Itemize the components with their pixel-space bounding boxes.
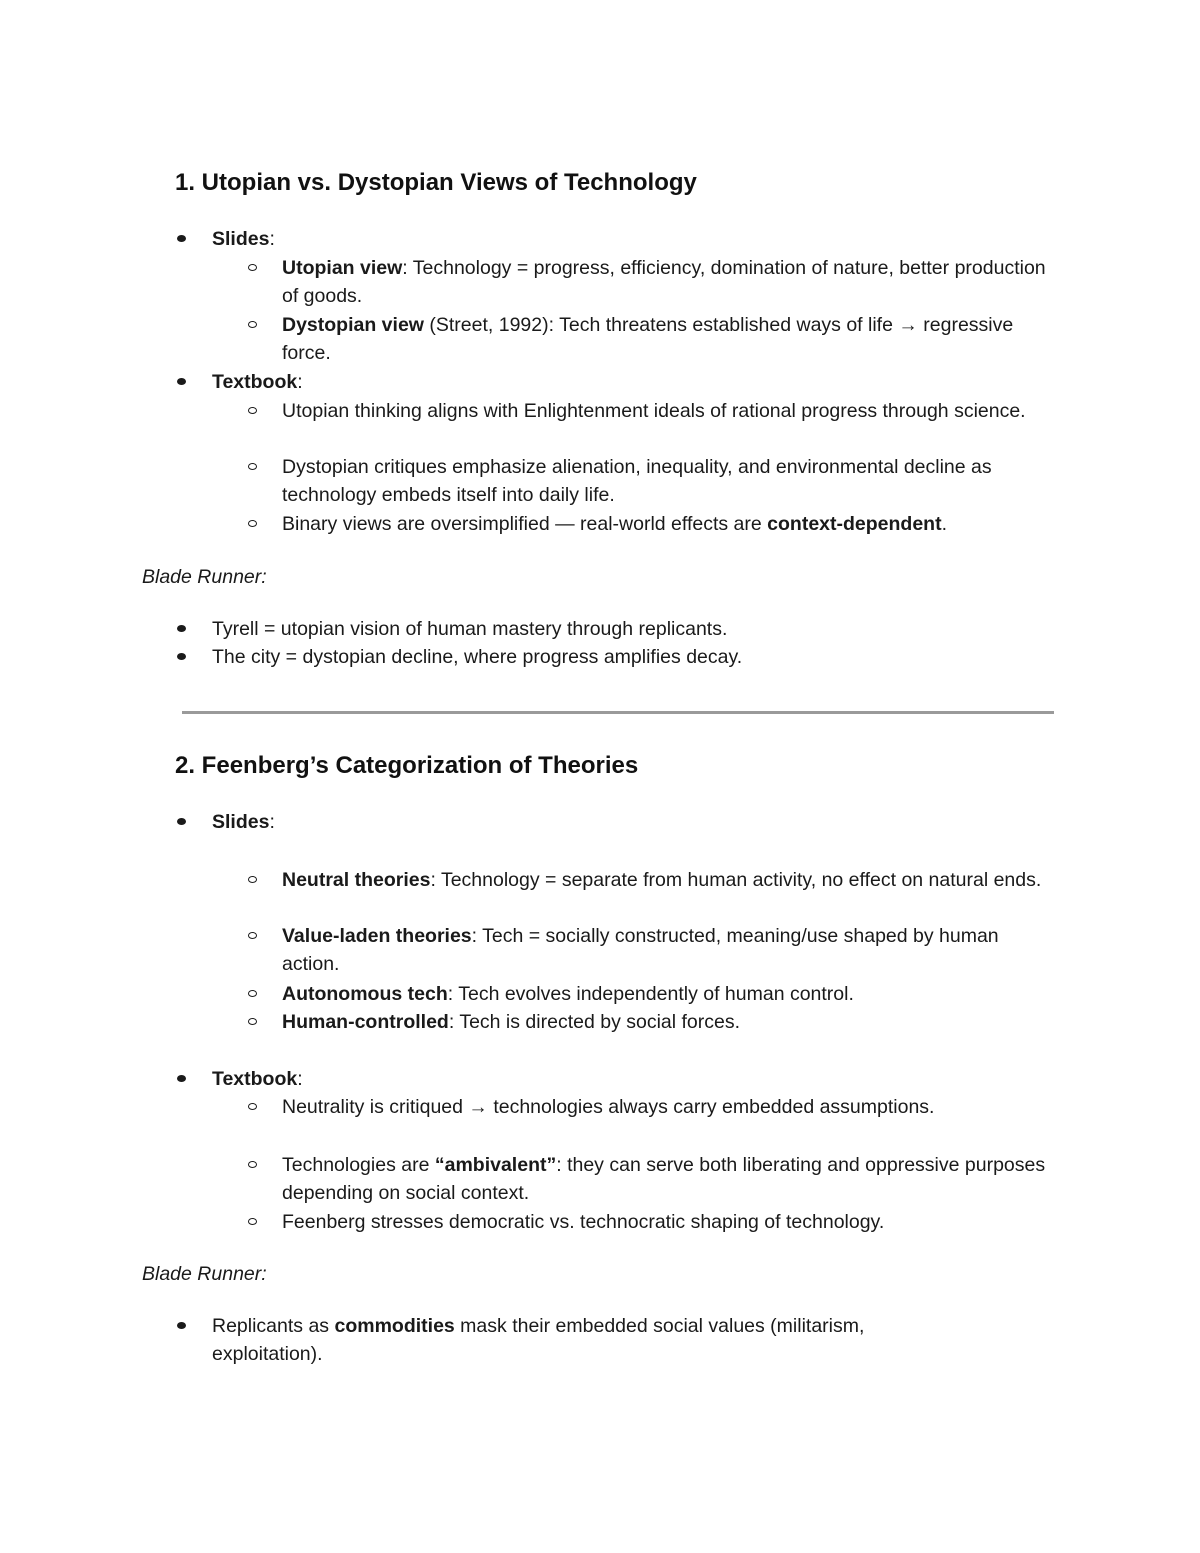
slides-label: Slides <box>212 811 270 833</box>
list-item-textbook <box>212 368 303 396</box>
sub-item-value-laden-theories <box>282 922 1052 979</box>
blade-runner-item <box>212 643 742 671</box>
colon: : <box>297 1068 303 1090</box>
circle-bullet-icon <box>248 321 257 328</box>
section-1-heading: 1. Utopian vs. Dystopian Views of Technology <box>175 169 697 196</box>
section-2-heading: 2. Feenberg’s Categorization of Theories <box>175 752 639 779</box>
textbook-label: Textbook <box>212 371 298 393</box>
blade-runner-label: Blade Runner: <box>142 1263 267 1285</box>
bullet-icon <box>177 818 186 825</box>
bullet-icon <box>177 1075 186 1082</box>
circle-bullet-icon <box>248 264 257 271</box>
definition: : Technology = separate from human activity, no effect on natural ends. <box>430 869 1042 891</box>
bullet-icon <box>177 625 186 632</box>
term: Utopian view <box>282 257 403 279</box>
colon: : <box>297 371 303 393</box>
colon: : <box>269 228 275 250</box>
circle-bullet-icon <box>248 1018 257 1025</box>
circle-bullet-icon <box>248 520 257 527</box>
circle-bullet-icon <box>248 876 257 883</box>
blade-runner-label: Blade Runner: <box>142 566 267 588</box>
sub-item-utopian-view <box>282 254 1052 311</box>
sub-item-textbook-1 <box>282 397 1052 425</box>
list-item-textbook <box>212 1065 303 1093</box>
item-text: Neutrality is critiqued → technologies always carry embedded assumptions. <box>282 1096 935 1118</box>
circle-bullet-icon <box>248 1103 257 1110</box>
blade-runner-item <box>212 615 727 643</box>
circle-bullet-icon <box>248 463 257 470</box>
list-item-slides <box>212 225 275 253</box>
sub-item-human-controlled <box>282 1008 1052 1036</box>
sub-item-textbook-3 <box>282 1208 1052 1236</box>
sub-item-autonomous-tech <box>282 980 1052 1008</box>
bullet-icon <box>177 653 186 660</box>
blade-runner-item <box>212 1312 972 1369</box>
term: Dystopian view <box>282 314 424 336</box>
emphasis: “ambivalent” <box>434 1154 557 1176</box>
textbook-label: Textbook <box>212 1068 298 1090</box>
item-text: The city = dystopian decline, where progress amplifies decay. <box>212 646 743 668</box>
emphasis: commodities <box>334 1315 455 1337</box>
term: Neutral theories <box>282 869 431 891</box>
term: Value-laden theories <box>282 925 472 947</box>
item-text: Binary views are oversimplified — real-world effects are <box>282 513 768 535</box>
definition: : Tech = socially constructed, meaning/use shaped by human action. <box>282 925 999 976</box>
item-text: Feenberg stresses democratic vs. technocratic shaping of technology. <box>282 1211 885 1233</box>
definition: : Tech evolves independently of human control. <box>447 983 854 1005</box>
bullet-icon <box>177 1322 186 1329</box>
colon: : <box>269 811 275 833</box>
item-text-end: : they can serve both liberating and oppressive purposes depending on social context. <box>282 1154 1046 1205</box>
sub-item-neutral-theories <box>282 866 1052 894</box>
circle-bullet-icon <box>248 1161 257 1168</box>
horizontal-rule <box>182 711 1054 714</box>
item-text: Dystopian critiques emphasize alienation, inequality, and environmental decline as technology embeds itself into daily life. <box>282 456 992 507</box>
circle-bullet-icon <box>248 1218 257 1225</box>
list-item-slides <box>212 808 275 836</box>
definition: : Technology = progress, efficiency, domination of nature, better production of goods. <box>282 257 1046 308</box>
item-text: Replicants as <box>212 1315 335 1337</box>
bullet-icon <box>177 235 186 242</box>
item-text: Utopian thinking aligns with Enlightenment ideals of rational progress through science. <box>282 400 1026 422</box>
sub-item-textbook-2 <box>282 1151 1052 1208</box>
circle-bullet-icon <box>248 932 257 939</box>
emphasis: context-dependent <box>767 513 942 535</box>
circle-bullet-icon <box>248 407 257 414</box>
bullet-icon <box>177 378 186 385</box>
sub-item-textbook-3 <box>282 510 1052 538</box>
definition: : Tech is directed by social forces. <box>448 1011 741 1033</box>
term: Autonomous tech <box>282 983 448 1005</box>
item-text-end: mask their embedded social values (militarism, exploitation). <box>212 1315 865 1366</box>
sub-item-textbook-1 <box>282 1093 1052 1121</box>
circle-bullet-icon <box>248 990 257 997</box>
item-text: Technologies are <box>282 1154 435 1176</box>
item-text-end: . <box>941 513 948 535</box>
sub-item-textbook-2 <box>282 453 1052 510</box>
definition: (Street, 1992): Tech threatens established ways of life → regressive force. <box>282 314 1014 365</box>
term: Human-controlled <box>282 1011 449 1033</box>
slides-label: Slides <box>212 228 270 250</box>
sub-item-dystopian-view <box>282 311 1052 368</box>
item-text: Tyrell = utopian vision of human mastery through replicants. <box>212 618 728 640</box>
